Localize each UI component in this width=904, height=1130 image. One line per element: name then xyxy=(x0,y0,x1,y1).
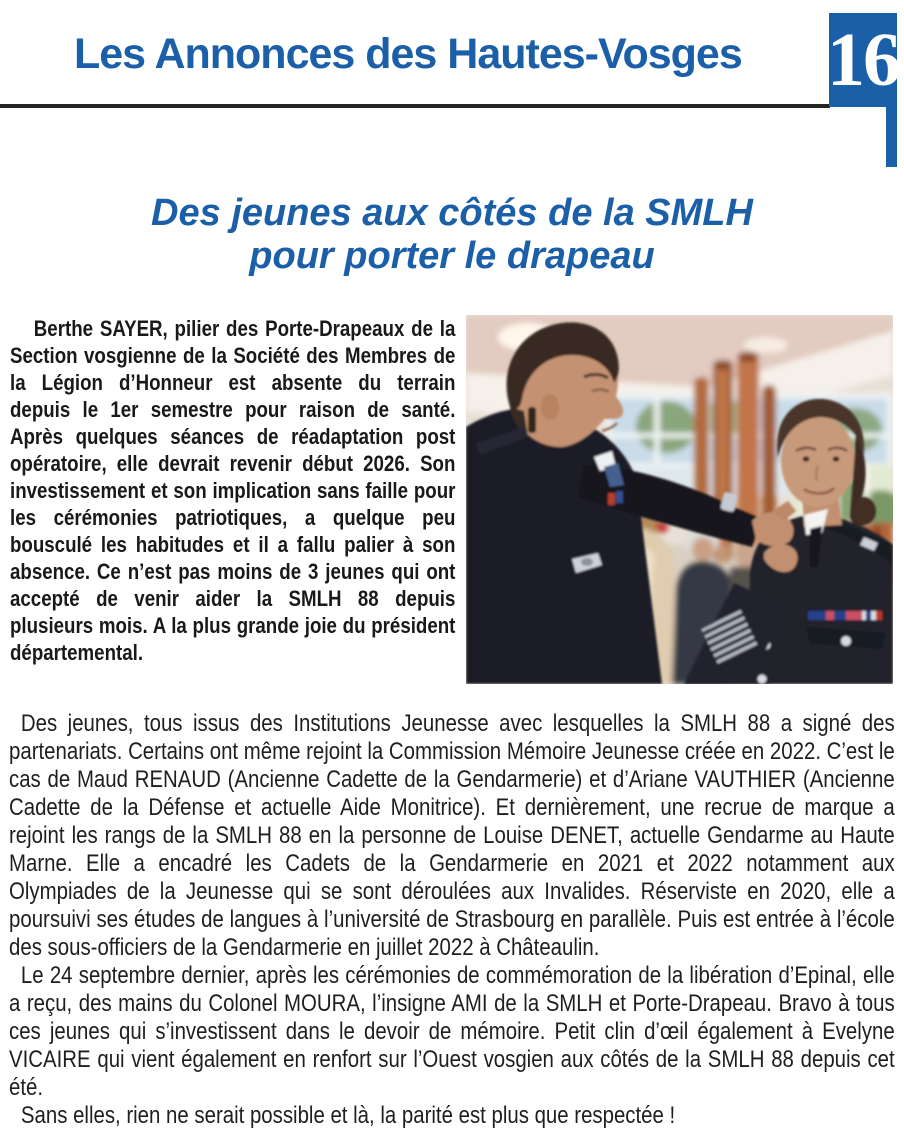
article-body xyxy=(9,710,895,1130)
paragraph-3: Sans elles, rien ne serait possible et là, la parité est plus que respectée ! xyxy=(20,1102,676,1129)
page-number: 16 xyxy=(827,18,899,102)
paragraph-1: Des jeunes, tous issus des Institutions Jeunesse avec lesquelles la SMLH 88 a signé des partenariats. Certains ont même rejoint la Commission Mémoire Jeunesse créée en 2022. C’est le cas de Maud RENAUD (Ancienne Cadette de la Gendarmerie) et d’Ariane VAUTHIER (Ancienne Cadette de la Défense et actuelle Aide Monitrice). Et dernièrement, une recrue de marque a rejoint les rangs de la SMLH 88 en la personne de Louise DENET, actuelle Gendarme au Haute Marne. Elle a encadré les Cadets de la Gendarmerie en 2021 et 2022 notamment aux Olympiades de la Jeunesse qui se sont déroulées aux Invalides. Réserviste en 2020, elle a poursuivi ses études de langues à l’université de Strasbourg en parallèle. Puis est entrée à l’école des sous-officiers de la Gendarmerie en juillet 2022 à Châteaulin. xyxy=(9,710,895,961)
page-header xyxy=(0,0,904,166)
article-photo xyxy=(466,315,893,684)
paragraph-2: Le 24 septembre dernier, après les cérémonies de commémoration de la libération d’Epinal, elle a reçu, des mains du Colonel MOURA, l’insigne AMI de la SMLH et Porte-Drapeau. Bravo à tous ces jeunes qui s’investissent dans le devoir de mémoire. Petit clin d’œil également à Evelyne VICAIRE qui vient également en renfort sur l’Ouest vosgien aux côtés de la SMLH 88 depuis cet été. xyxy=(9,962,895,1101)
page-number-box xyxy=(829,13,897,107)
photo-illustration xyxy=(466,315,893,684)
article-title-line-1: Des jeunes aux côtés de la SMLH xyxy=(151,192,753,234)
article-lead: Berthe SAYER, pilier des Porte-Drapeaux de la Section vosgienne de la Société des Membres de la Légion d’Honneur est absente du terrain depuis le 1er semestre pour raison de santé. Après quelques séances de réadaptation post opératoire, elle devrait revenir début 2026. Son investissement et son implication sans faille pour les cérémonies patriotiques, a quelque peu bousculé les habitudes et il a fallu palier à son absence. Ce n’est pas moins de 3 jeunes qui ont accepté de venir aider la SMLH 88 depuis plusieurs mois. A la plus grande joie du président départemental. xyxy=(10,316,456,665)
page-number-tail xyxy=(886,107,897,167)
article-title-line-2: pour porter le drapeau xyxy=(249,235,655,277)
lead-and-photo-row xyxy=(10,315,895,684)
article-body-text xyxy=(9,710,895,1130)
article-lead-column xyxy=(10,315,455,666)
newspaper-title: Les Annonces des Hautes-Vosges xyxy=(74,30,742,78)
header-rule xyxy=(0,104,830,108)
article-title xyxy=(0,192,904,278)
